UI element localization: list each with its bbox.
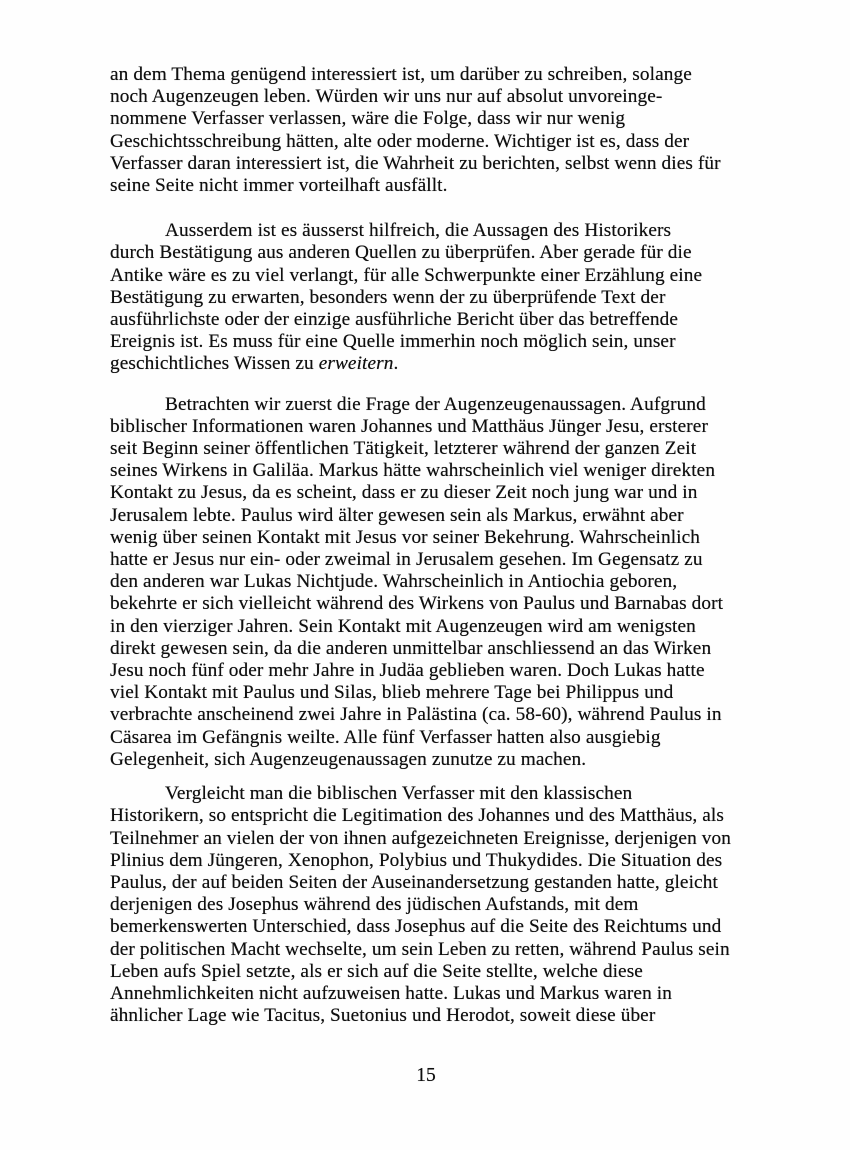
text-line: bemerkenswerten Unterschied, dass Josephus auf die Seite des Reichtums und: [110, 916, 722, 938]
text-line: Leben aufs Spiel setzte, als er sich auf die Seite stellte, welche diese: [110, 960, 643, 982]
text-line: Kontakt zu Jesus, da es scheint, dass er zu dieser Zeit noch jung war und in: [110, 482, 698, 504]
page-text: [110, 64, 758, 1027]
text-line: Paulus, der auf beiden Seiten der Auseinandersetzung gestanden hatte, gleicht: [110, 871, 718, 893]
text-line: Vergleicht man die biblischen Verfasser mit den klassischen: [165, 783, 633, 805]
text-line: wenig über seinen Kontakt mit Jesus vor seiner Bekehrung. Wahrscheinlich: [110, 526, 701, 548]
text-line: viel Kontakt mit Paulus und Silas, blieb mehrere Tage bei Philippus und: [110, 682, 674, 704]
text-line: nommene Verfasser verlassen, wäre die Folge, dass wir nur wenig: [110, 108, 626, 130]
text-line: noch Augenzeugen leben. Würden wir uns nur auf absolut unvoreinge-: [110, 86, 663, 108]
text-line: biblischer Informationen waren Johannes und Matthäus Jünger Jesu, ersterer: [110, 415, 708, 437]
text-line: Bestätigung zu erwarten, besonders wenn der zu überprüfende Text der: [110, 286, 666, 308]
text-line: seines Wirkens in Galiläa. Markus hätte wahrscheinlich viel weniger direkten: [110, 460, 716, 482]
text-line: ausführlichste oder der einzige ausführliche Bericht über das betreffende: [110, 309, 678, 331]
text-line: Annehmlichkeiten nicht aufzuweisen hatte. Lukas und Markus waren in: [110, 982, 672, 1004]
text-line: direkt gewesen sein, da die anderen unmittelbar anschliessend an das Wirken: [110, 637, 712, 659]
text-line: ähnlicher Lage wie Tacitus, Suetonius und Herodot, soweit diese über: [110, 1005, 656, 1027]
text-line: den anderen war Lukas Nichtjude. Wahrscheinlich in Antiochia geboren,: [110, 571, 678, 593]
text-line: in den vierziger Jahren. Sein Kontakt mit Augenzeugen wird am wenigsten: [110, 615, 696, 637]
text-line: Ausserdem ist es äusserst hilfreich, die Aussagen des Historikers: [165, 220, 672, 242]
text-line: Historikern, so entspricht die Legitimation des Johannes und des Matthäus, als: [110, 805, 724, 827]
text-line: seine Seite nicht immer vorteilhaft ausfällt.: [110, 175, 448, 197]
text-line: Teilnehmer an vielen der von ihnen aufgezeichneten Ereignisse, derjenigen von: [110, 827, 731, 849]
text-segment: .: [393, 353, 399, 375]
italic-text: erweitern: [318, 353, 394, 375]
text-segment: geschichtliches Wissen zu: [110, 353, 319, 375]
paragraph-1: [110, 64, 758, 197]
text-line: [110, 353, 758, 375]
page-number: 15: [416, 1065, 436, 1086]
text-line: Verfasser daran interessiert ist, die Wahrheit zu berichten, selbst wenn dies für: [110, 152, 721, 174]
paragraph-4: [110, 783, 758, 1027]
text-line: Jesu noch fünf oder mehr Jahre in Judäa geblieben waren. Doch Lukas hatte: [110, 660, 705, 682]
text-line: Cäsarea im Gefängnis weilte. Alle fünf Verfasser hatten also ausgiebig: [110, 726, 661, 748]
text-line: verbrachte anscheinend zwei Jahre in Palästina (ca. 58-60), während Paulus in: [110, 704, 722, 726]
text-line: Geschichtsschreibung hätten, alte oder moderne. Wichtiger ist es, dass der: [110, 130, 690, 152]
text-line: Jerusalem lebte. Paulus wird älter gewesen sein als Markus, erwähnt aber: [110, 504, 684, 526]
text-line: hatte er Jesus nur ein- oder zweimal in Jerusalem gesehen. Im Gegensatz zu: [110, 549, 703, 571]
paragraph-2: [110, 220, 758, 375]
text-line: Betrachten wir zuerst die Frage der Augenzeugenaussagen. Aufgrund: [165, 393, 706, 415]
text-line: derjenigen des Josephus während des jüdischen Aufstands, mit dem: [110, 894, 639, 916]
text-line: seit Beginn seiner öffentlichen Tätigkeit, letzterer während der ganzen Zeit: [110, 438, 697, 460]
text-line: Antike wäre es zu viel verlangt, für alle Schwerpunkte einer Erzählung eine: [110, 264, 703, 286]
paragraph-3: [110, 394, 758, 771]
text-line: Gelegenheit, sich Augenzeugenaussagen zunutze zu machen.: [110, 748, 587, 770]
text-line: Ereignis ist. Es muss für eine Quelle immerhin noch möglich sein, unser: [110, 331, 676, 353]
text-line: an dem Thema genügend interessiert ist, um darüber zu schreiben, solange: [110, 64, 692, 85]
text-line: bekehrte er sich vielleicht während des Wirkens von Paulus und Barnabas dort: [110, 593, 724, 615]
text-line: der politischen Macht wechselte, um sein Leben zu retten, während Paulus sein: [110, 938, 730, 960]
text-line: durch Bestätigung aus anderen Quellen zu überprüfen. Aber gerade für die: [110, 242, 692, 264]
text-line: Plinius dem Jüngeren, Xenophon, Polybius und Thukydides. Die Situation des: [110, 849, 723, 871]
